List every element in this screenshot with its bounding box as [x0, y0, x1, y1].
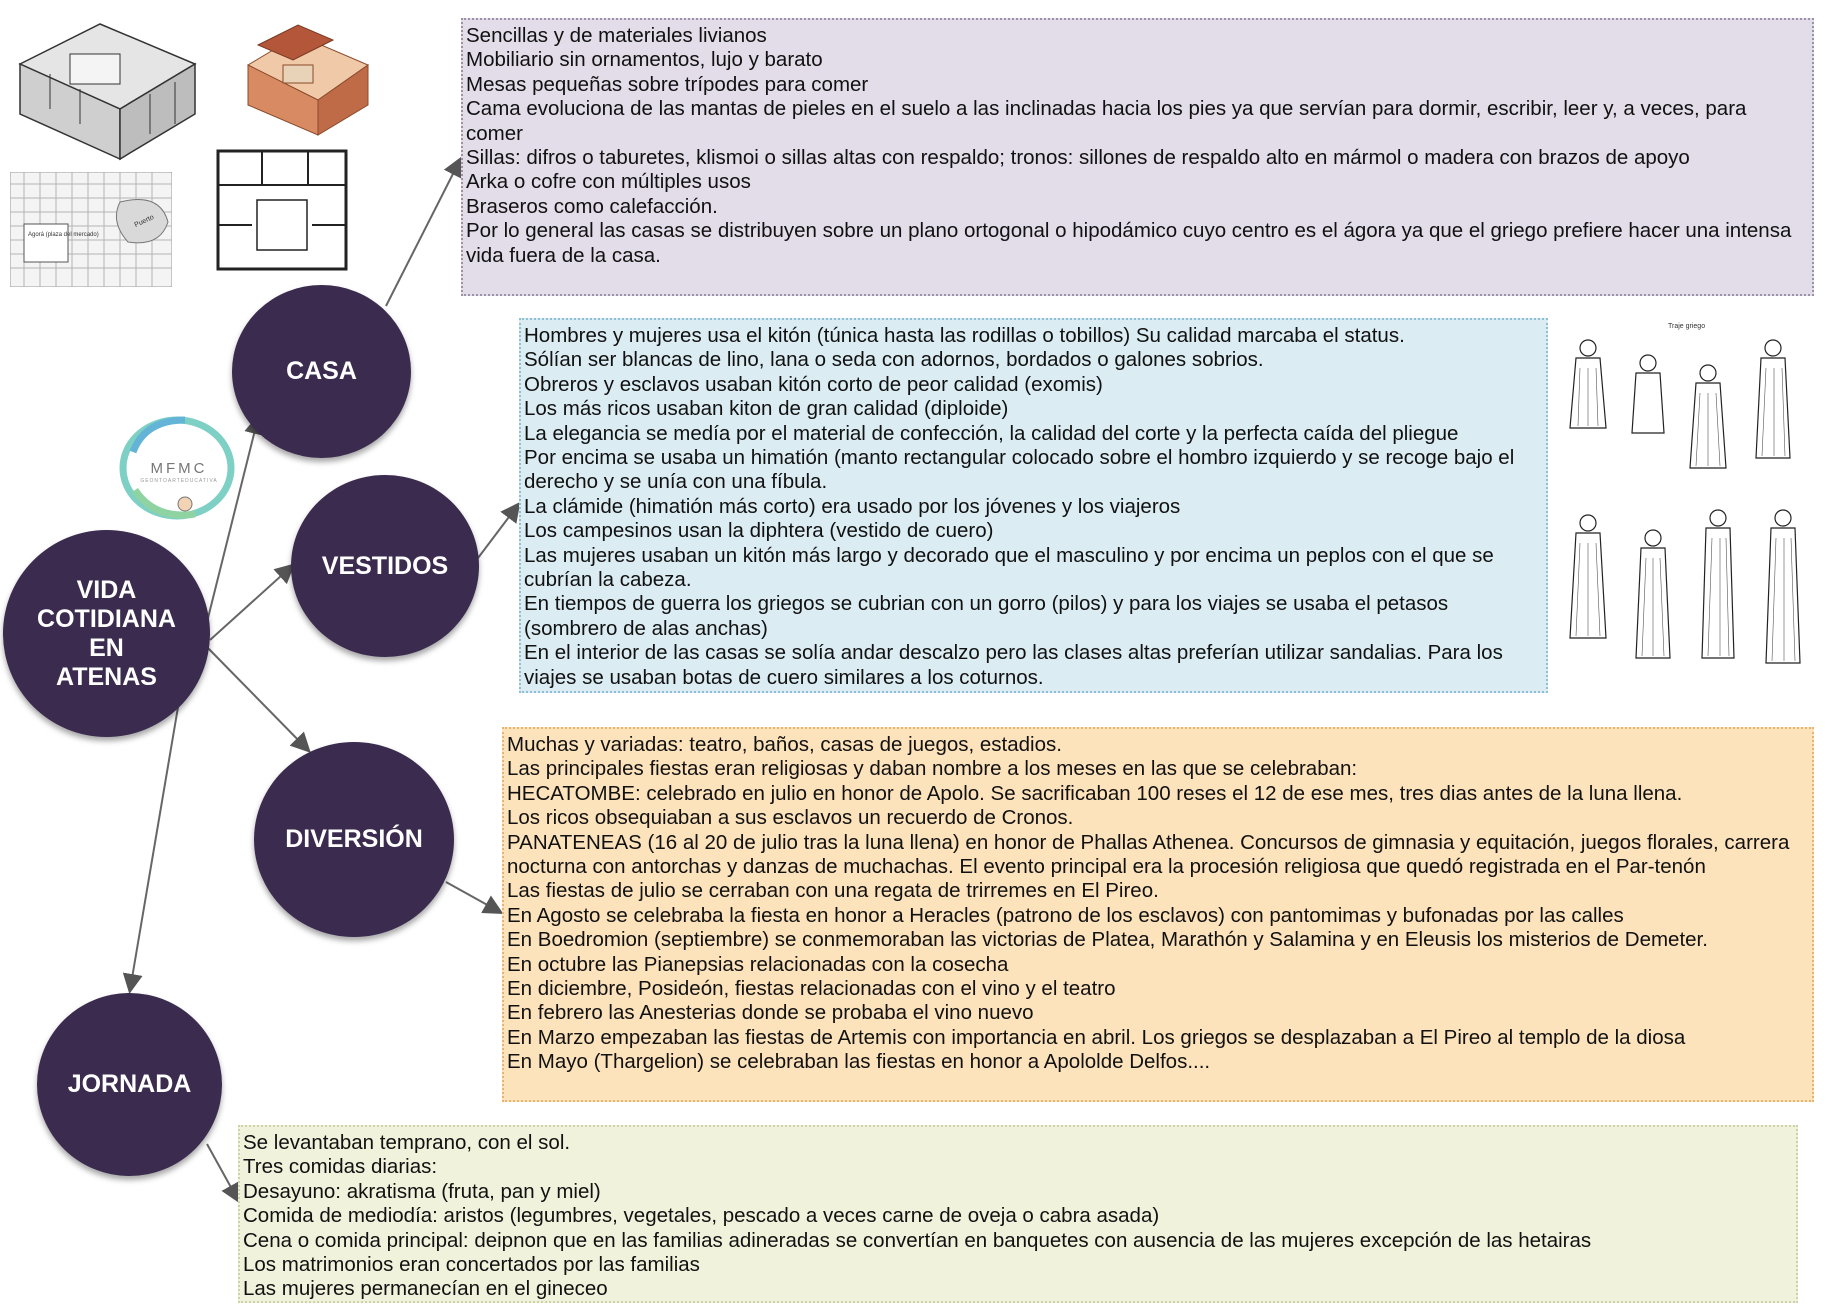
diversion-text-line: En Marzo empezaban las fiestas de Artemis con importancia en abril. Los griegos se desplazaban a El Pireo al templo de la diosa [507, 1025, 1686, 1049]
logo [115, 412, 243, 524]
diversion-text-line: PANATENEAS (16 al 20 de julio tras la luna llena) en honor de Phallas Athenea. Concursos de gimnasia y equitación, juegos florales, carrera nocturna con antorchas y danzas de muchachas. El evento principal era la procesión religiosa que quedó registrada en el Par-tenón [507, 830, 1790, 879]
jornada-text-box [238, 1125, 1798, 1303]
jornada-text-line: Desayuno: akratisma (fruta, pan y miel) [243, 1179, 601, 1203]
vestidos-node[interactable] [291, 475, 479, 657]
diversion-text-line: Las fiestas de julio se cerraban con una regata de trirremes en El Pireo. [507, 879, 1159, 903]
central-topic-node[interactable] [3, 530, 210, 737]
vestidos-node-label: VESTIDOS [321, 551, 449, 580]
diversion-text-line: En Boedromion (septiembre) se conmemoraban las victorias de Platea, Marathón y Salamina y en Eleusis los misterios de Demeter. [507, 928, 1708, 952]
vestidos-text-line: Sólían ser blancas de lino, lana o seda con adornos, bordados o galones sobrios. [524, 348, 1264, 372]
city-map-illustration [10, 172, 172, 287]
greek-costumes-illustration [1558, 318, 1813, 674]
jornada-text-line: Los matrimonios eran concertados por las familias [243, 1253, 700, 1277]
diversion-text-line: En Mayo (Thargelion) se celebraban las fiestas en honor a Apololde Delfos.... [507, 1050, 1211, 1074]
diversion-node-label: DIVERSIÓN [285, 825, 423, 853]
link-vestidos-box [478, 505, 518, 558]
vestidos-text-line: Los más ricos usaban kiton de gran calidad (diploide) [524, 397, 1009, 421]
vestidos-text-line: Los campesinos usan la diphtera (vestido de cuero) [524, 519, 994, 543]
casa-text-line: Sillas: difros o taburetes, klismoi o sillas altas con respaldo; tronos: sillones de respaldo alto en mármol o madera con brazos de apoyo [466, 146, 1690, 170]
jornada-node-label: JORNADA [67, 1070, 192, 1098]
casa-text-line: Sencillas y de materiales livianos [466, 24, 767, 47]
central-topic-line: EN [89, 633, 124, 662]
casa-text-line: Cama evoluciona de las mantas de pieles en el suelo a las inclinadas hacia los pies ya que servían para dormir, escribir, leer y, a veces, para comer [466, 97, 1747, 145]
vestidos-text-line: La clámide (himatión más corto) era usado por los jóvenes y los viajeros [524, 494, 1181, 518]
house-cutaway-illustration [238, 10, 378, 140]
vestidos-text-line: Las mujeres usaban un kitón más largo y decorado que el masculino y por encima un peplos con el que se cubrían la cabeza. [524, 543, 1494, 592]
link-jornada-box [207, 1144, 238, 1200]
vestidos-text-line: La elegancia se medía por el material de confección, la calidad del corte y la perfecta caída del pliegue [524, 421, 1459, 445]
diversion-text-line: En diciembre, Posideón, fiestas relacionadas con el vino y el teatro [507, 977, 1116, 1001]
agora-label: Agorá (plaza del mercado) [28, 232, 99, 238]
puerto-label: Puerto [133, 213, 156, 230]
central-topic-line: VIDA [76, 575, 137, 604]
costume-title: Traje griego [1668, 323, 1706, 330]
jornada-node[interactable] [37, 993, 222, 1176]
casa-node-label: CASA [286, 357, 357, 385]
house-floor-plan [212, 145, 352, 275]
casa-text-line: Por lo general las casas se distribuyen sobre un plano ortogonal o hipodámico cuyo centro es el ágora ya que el griego prefiere hacer una intensa vida fuera de la casa. [466, 219, 1792, 267]
diversion-text-line: En Agosto se celebraba la fiesta en honor a Heracles (patrono de los esclavos) con pantomimas y bufonadas por las calles [507, 903, 1624, 927]
casa-text-line: Arka o cofre con múltiples usos [466, 170, 751, 194]
link-casa-box [386, 160, 460, 306]
vestidos-text-line: Obreros y esclavos usaban kitón corto de peor calidad (exomis) [524, 372, 1103, 396]
diversion-text-box [502, 727, 1814, 1102]
casa-text-box [461, 18, 1814, 296]
diversion-text-line: HECATOMBE: celebrado en julio en honor de Apolo. Se sacrificaban 100 reses el 12 de ese mes, tres dias antes de la luna llena. [507, 781, 1683, 805]
diversion-text-line: Las principales fiestas eran religiosas y daban nombre a los meses en las que se celebraban: [507, 757, 1358, 781]
jornada-text-line: Comida de mediodía: aristos (legumbres, vegetales, pescado a veces carne de oveja o cabra asada) [243, 1204, 1160, 1228]
diversion-text-line: En febrero las Anesterias donde se probaba el vino nuevo [507, 1001, 1034, 1025]
vestidos-text-line: Hombres y mujeres usa el kitón (túnica hasta las rodillas o tobillos) Su calidad marcaba el status. [524, 324, 1405, 347]
vestidos-text-line: Por encima se usaba un himatión (manto rectangular colocado sobre el hombro izquierdo y se recoge bajo el derecho y se unía con una fíbula. [524, 446, 1515, 494]
casa-text-line: Braseros como calefacción. [466, 194, 718, 218]
diversion-text-line: Muchas y variadas: teatro, baños, casas de juegos, estadios. [507, 733, 1062, 756]
diversion-node[interactable] [254, 742, 454, 937]
link-center-diversion [205, 645, 308, 750]
jornada-text-line: Cena o comida principal: deipnon que en las familias adineradas se convertían en banquetes con ausencia de las mujeres excepción de las hetairas [243, 1228, 1592, 1252]
logo-subtext: GEONTOARTEDUCATIVA [140, 478, 218, 484]
casa-text-line: Mesas pequeñas sobre trípodes para comer [466, 72, 869, 96]
casa-text-line: Mobiliario sin ornamentos, lujo y barato [466, 48, 823, 72]
vestidos-text-box [519, 318, 1548, 693]
casa-node[interactable] [232, 285, 411, 458]
diversion-text-line: En octubre las Pianepsias relacionadas con la cosecha [507, 952, 1009, 976]
jornada-text-line: Las mujeres permanecían en el gineceo [243, 1277, 608, 1301]
jornada-text-line: Se levantaban temprano, con el sol. [243, 1131, 571, 1154]
greek-house-illustration [10, 14, 200, 169]
logo-text: MFMC [150, 460, 208, 477]
vestidos-text-line: En el interior de las casas se solía andar descalzo pero las clases altas preferían utilizar sandalias. Para los viajes se usaban botas de cuero similares a los coturnos. [524, 641, 1503, 689]
central-topic-line: COTIDIANA [37, 604, 176, 633]
central-topic-line: ATENAS [56, 662, 157, 691]
link-center-vestidos [210, 566, 292, 640]
diversion-text-line: Los ricos obsequiaban a sus esclavos un recuerdo de Cronos. [507, 806, 1074, 830]
link-diversion-box [446, 882, 500, 912]
vestidos-text-line: En tiempos de guerra los griegos se cubrian con un gorro (pilos) y para los viajes se usaba el petasos (sombrero de alas anchas) [524, 592, 1449, 640]
jornada-text-line: Tres comidas diarias: [243, 1155, 438, 1179]
